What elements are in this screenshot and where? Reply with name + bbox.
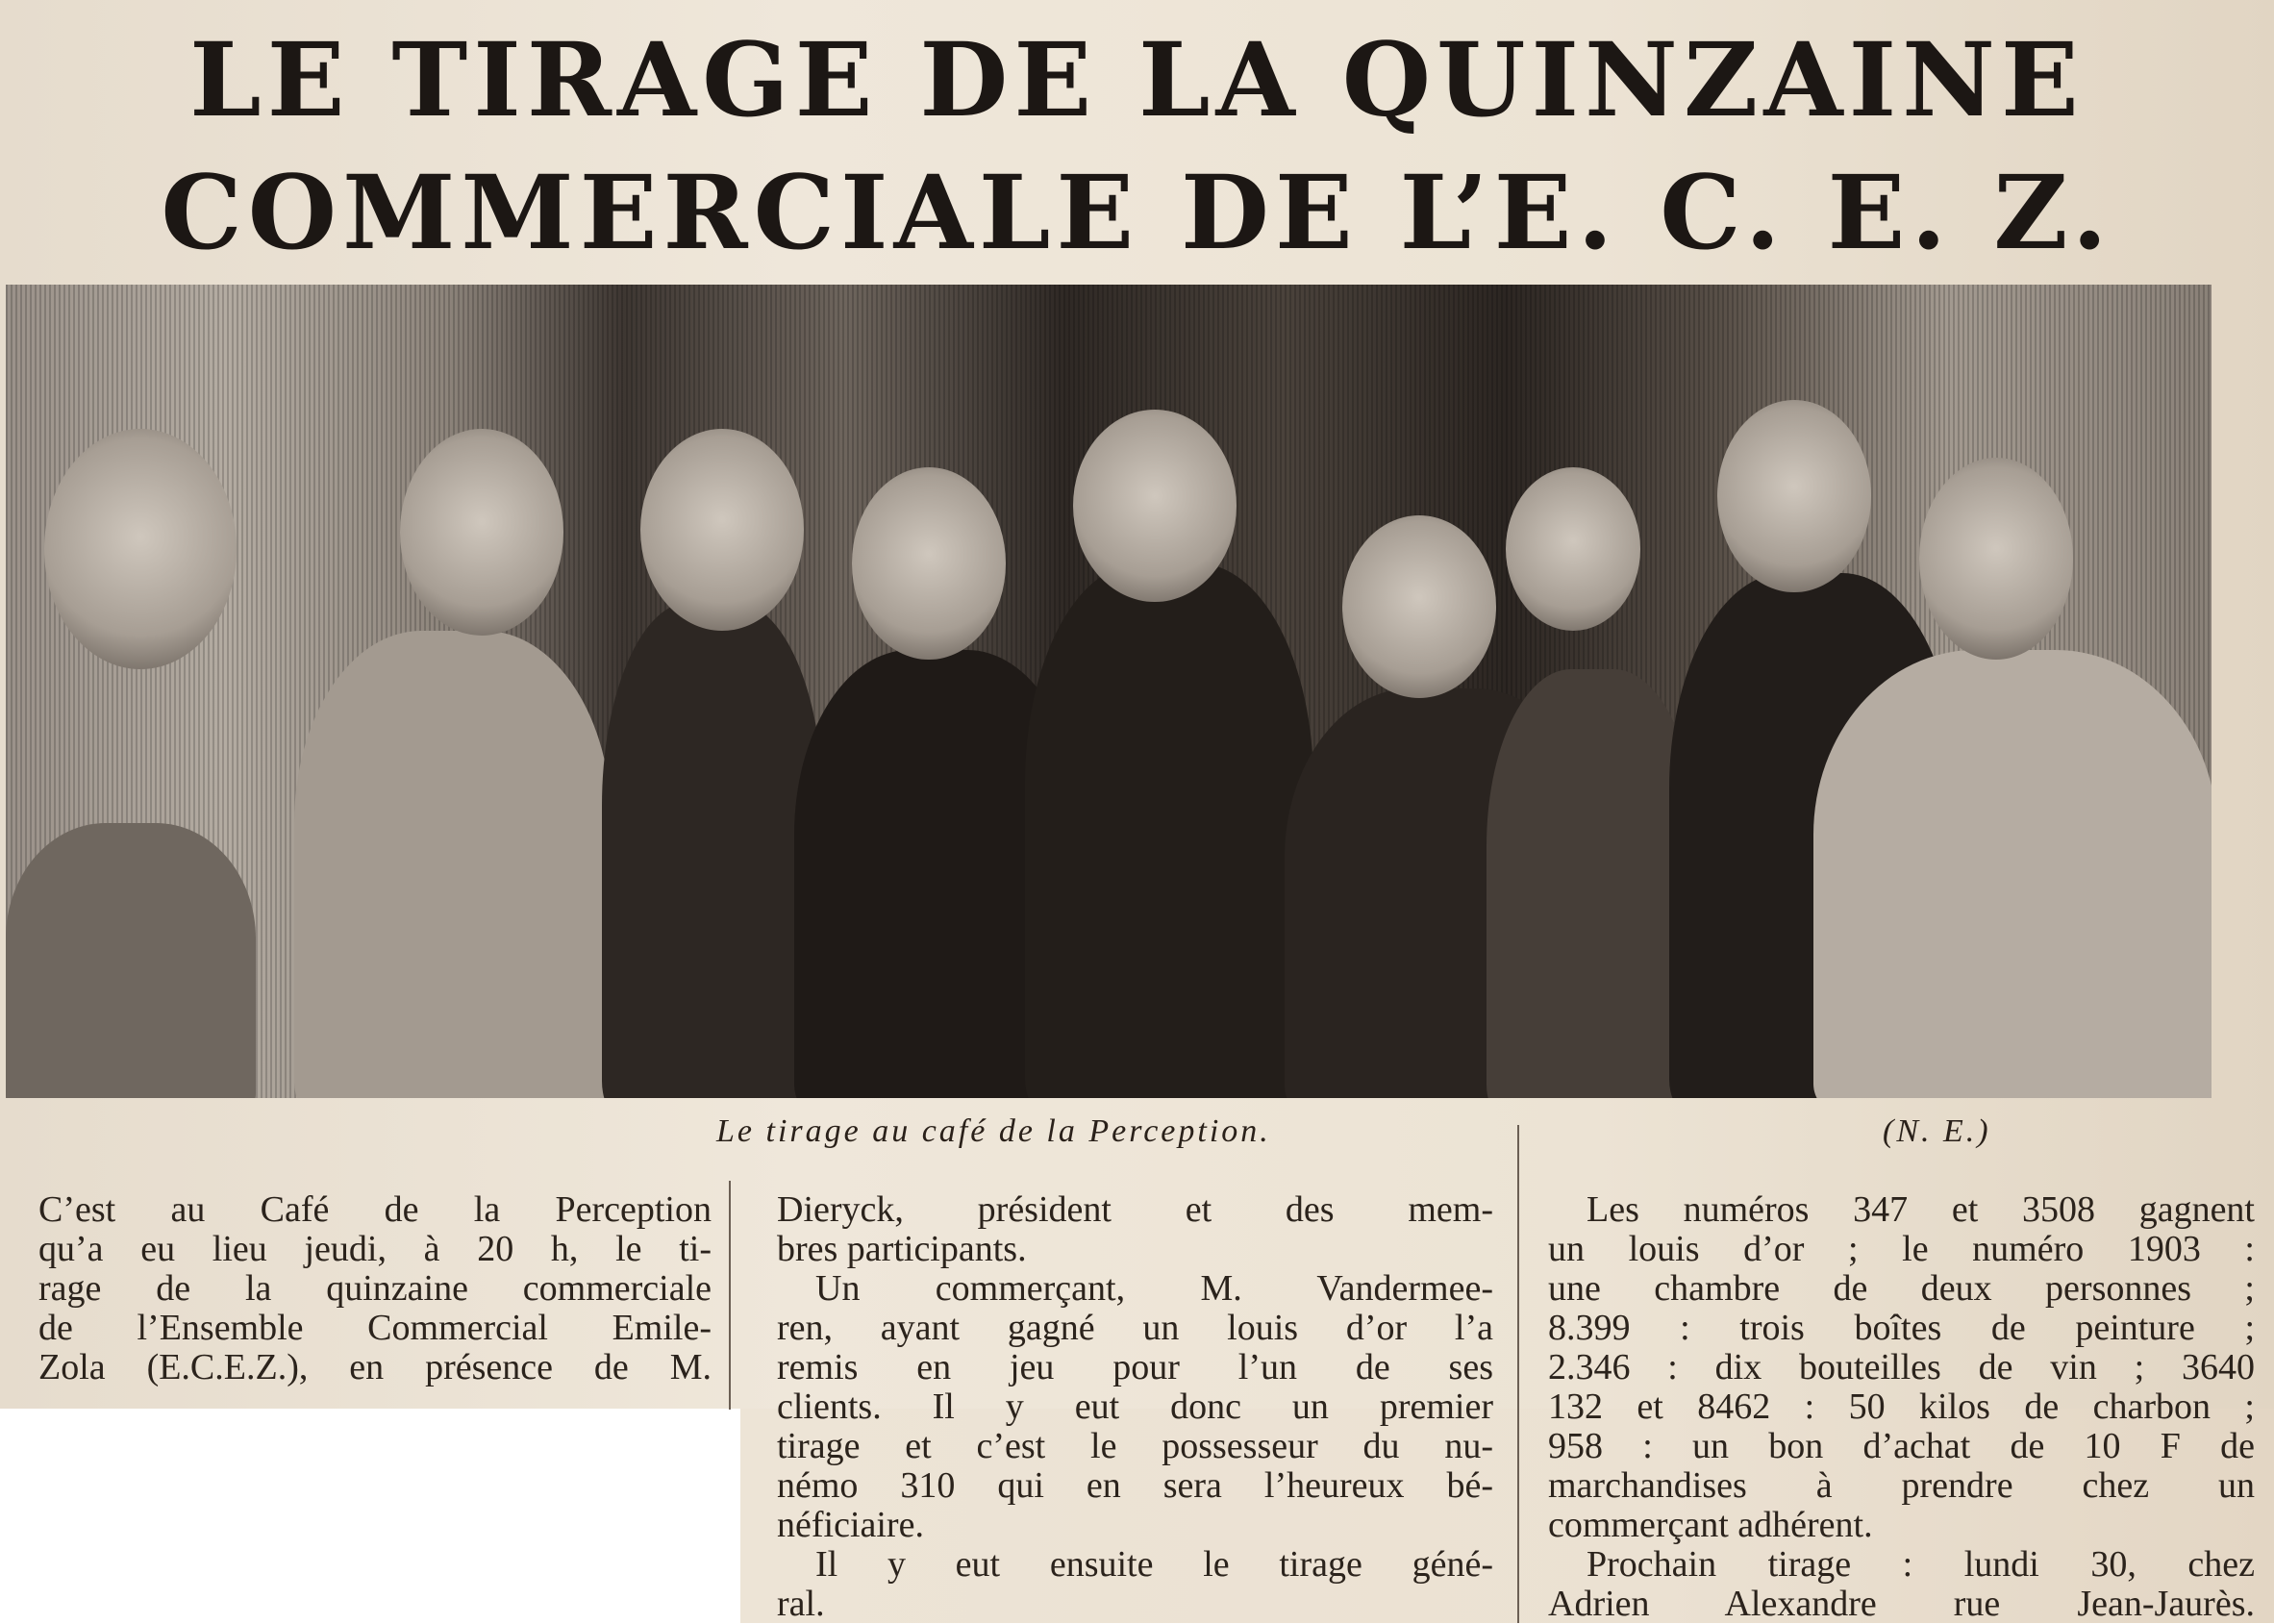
text-line: marchandises à prendre chez un [1548, 1465, 2255, 1506]
photo-figure-head [400, 429, 563, 636]
photo-figure-head [640, 429, 804, 631]
text-line: ral. [777, 1584, 825, 1624]
text-line: remis en jeu pour l’un de ses [777, 1347, 1493, 1387]
photo-figure [294, 631, 612, 1098]
article-paragraph [38, 1190, 712, 1387]
column-rule [1517, 1125, 1519, 1623]
photo-figure-head [1717, 400, 1871, 592]
photo-figure-head [852, 467, 1006, 660]
text-line: C’est au Café de la Perception [38, 1189, 712, 1230]
headline-line-1: LE TIRAGE DE LA QUINZAINE [189, 19, 2085, 139]
text-line: némo 310 qui en sera l’heureux bé- [777, 1465, 1493, 1506]
photo-figure-head [1506, 467, 1640, 631]
photo-figure [1487, 669, 1698, 1098]
article-paragraph [777, 1545, 1493, 1585]
text-line: tirage et c’est le possesseur du nu- [777, 1426, 1493, 1466]
photo-figure-head [1342, 515, 1496, 698]
article-paragraph [1548, 1230, 2255, 1545]
photo-figure [1813, 650, 2212, 1098]
photo-figure [602, 602, 823, 1098]
text-line: Adrien Alexandre rue Jean-Jaurès. [1548, 1584, 2255, 1624]
article-paragraph [1548, 1545, 2255, 1585]
headline-line-2: COMMERCIALE DE L’E. C. E. Z. [161, 152, 2113, 272]
text-line: qu’a eu lieu jeudi, à 20 h, le ti- [38, 1229, 712, 1269]
text-line: une chambre de deux personnes ; [1548, 1268, 2255, 1309]
photo-figure-head [44, 429, 237, 669]
photo-figure-head [1073, 410, 1237, 602]
article-paragraph [1548, 1190, 2255, 1230]
text-line: Un commerçant, M. Vandermee- [815, 1268, 1493, 1309]
article-paragraph [1548, 1585, 2255, 1624]
text-line: Prochain tirage : lundi 30, chez [1587, 1544, 2255, 1585]
article-paragraph [777, 1190, 1493, 1269]
text-line: un louis d’or ; le numéro 1903 : [1548, 1229, 2255, 1269]
text-line: néficiaire. [777, 1505, 924, 1545]
text-line: commerçant adhérent. [1548, 1505, 1873, 1545]
text-line: bres participants. [777, 1229, 1027, 1269]
article-paragraph [777, 1585, 1493, 1624]
text-line: Dieryck, président et des mem- [777, 1189, 1493, 1230]
photo-figure-head [1919, 458, 2073, 660]
text-line: Zola (E.C.E.Z.), en présence de M. [38, 1347, 712, 1387]
photo-credit: (N. E.) [1883, 1113, 1991, 1149]
text-line: rage de la quinzaine commerciale [38, 1268, 712, 1309]
text-line: Les numéros 347 et 3508 gagnent [1587, 1189, 2255, 1230]
article-column-3 [1548, 1190, 2255, 1624]
group-photo [6, 285, 2212, 1098]
text-line: clients. Il y eut donc un premier [777, 1387, 1493, 1427]
text-line: de l’Ensemble Commercial Emile- [38, 1308, 712, 1348]
text-line: 132 et 8462 : 50 kilos de charbon ; [1548, 1387, 2255, 1427]
text-line: 2.346 : dix bouteilles de vin ; 3640 [1548, 1347, 2255, 1387]
photo-figure [1025, 563, 1313, 1098]
photo-caption: Le tirage au café de la Perception. [716, 1113, 1271, 1149]
article-column-2 [777, 1190, 1493, 1624]
text-line: ren, ayant gagné un louis d’or l’a [777, 1308, 1493, 1348]
text-line: Il y eut ensuite le tirage géné- [815, 1544, 1493, 1585]
text-line: 8.399 : trois boîtes de peinture ; [1548, 1308, 2255, 1348]
text-line: 958 : un bon d’achat de 10 F de [1548, 1426, 2255, 1466]
article-paragraph [777, 1309, 1493, 1545]
column-rule [729, 1181, 731, 1410]
article-paragraph [777, 1269, 1493, 1309]
photo-figure [6, 823, 256, 1098]
article-column-1 [38, 1190, 712, 1387]
